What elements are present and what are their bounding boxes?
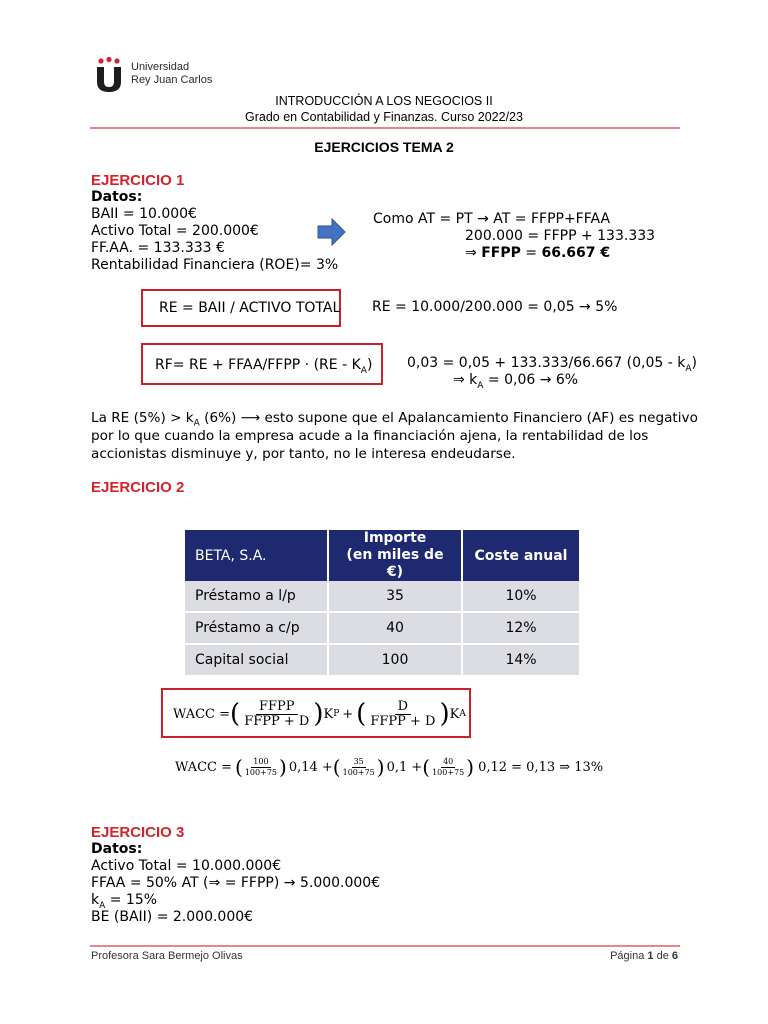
datos-label: Datos: (91, 189, 143, 205)
wacc-formula: WACC = ( $\frac{\text{FFPP}}{\text{FFPP + D}}$ ) K P + ( $\frac{D}{\text{FFPP + D}}$ ) K A (173, 698, 466, 729)
page-title: EJERCICIOS TEMA 2 (314, 139, 454, 155)
table-cell: Préstamo a l/p (185, 581, 328, 612)
right-arrow-icon (317, 217, 347, 247)
header-divider (90, 127, 680, 129)
dato-activo-total-3: Activo Total = 10.000.000€ (91, 858, 282, 874)
table-cell: 35 (328, 581, 462, 612)
rf-formula-box (141, 343, 383, 385)
table-cell: 12% (462, 612, 580, 644)
footer-page-number: Página 1 de 6 (610, 950, 678, 962)
beta-table (185, 530, 581, 677)
table-cell: 14% (462, 644, 580, 676)
table-header-row (185, 530, 580, 581)
datos-label-3: Datos: (91, 841, 143, 857)
ejercicio-2-heading: EJERCICIO 2 (91, 479, 185, 496)
table-row (185, 581, 580, 612)
table-cell: 100 (328, 644, 462, 676)
university-name: Universidad Rey Juan Carlos (131, 61, 213, 86)
table-cell: Préstamo a c/p (185, 612, 328, 644)
header-company: BETA, S.A. (185, 530, 328, 581)
ejercicio-1-heading: EJERCICIO 1 (91, 172, 185, 189)
dato-be-3: BE (BAII) = 2.000.000€ (91, 909, 254, 925)
wacc-formula-box (161, 688, 471, 738)
conclusion-line2: por lo que cuando la empresa acude a la financiación ajena, la rentabilidad de los (91, 428, 649, 444)
wacc-calculation: WACC = ( $\frac{100}{100+75}$ ) 0,14 + ( $\frac{35}{100+75}$ ) 0,1 + ( $\frac{40}{100+75}$ ) 0,12 = 0,13 ⇒ 13% (175, 755, 604, 779)
calc-ffpp-result: ⇒ FFPP = 66.667 € (465, 245, 611, 261)
re-calc: RE = 10.000/200.000 = 0,05 → 5% (372, 299, 618, 315)
dato-roe: Rentabilidad Financiera (ROE)= 3% (91, 257, 339, 273)
rf-calc-line2: ⇒ $k_A = 0,06 \to 6\%$ (453, 372, 579, 391)
dato-ffaa-3: FFAA = 50% AT (⇒ = FFPP) → 5.000.000€ (91, 875, 381, 891)
ejercicio-3-heading: EJERCICIO 3 (91, 824, 185, 841)
table-cell: Capital social (185, 644, 328, 676)
calc-at-pt: Como AT = PT → AT = FFPP+FFAA (373, 211, 611, 227)
university-logo-icon (94, 57, 124, 93)
footer-divider (90, 945, 680, 947)
re-formula-box (141, 289, 341, 327)
header-coste: Coste anual (462, 530, 580, 581)
footer-author: Profesora Sara Bermejo Olivas (91, 950, 243, 962)
rf-formula: RF= RE + FFAA/FFPP · $(RE - K_A)$ (155, 357, 373, 376)
dato-ffaa: FF.AA. = 133.333 € (91, 240, 225, 256)
table-cell: 10% (462, 581, 580, 612)
dato-activo-total: Activo Total = 200.000€ (91, 223, 259, 239)
table-row (185, 644, 580, 676)
re-formula: RE = BAII / ACTIVO TOTAL (159, 300, 341, 316)
conclusion-line1: La RE $(5\%) > k_A$ (6%) ⟶ esto supone que el Apalancamiento Financiero (AF) es negativo (91, 410, 698, 429)
course-title: INTRODUCCIÓN A LOS NEGOCIOS II (275, 94, 493, 108)
table-row (185, 612, 580, 644)
table-cell: 40 (328, 612, 462, 644)
calc-ffpp-eq: 200.000 = FFPP + 133.333 (465, 228, 656, 244)
dato-ka-3: $k_A = 15\%$ (91, 892, 158, 911)
header-importe: Importe (en miles de €) (328, 530, 462, 581)
conclusion-line3: accionistas disminuye y, por tanto, no le interesa endeudarse. (91, 446, 516, 462)
rf-calc-line1: 0,03 = 0,05 + 133.333/66.667 $(0,05 - k_A)$ (407, 355, 697, 374)
course-subtitle: Grado en Contabilidad y Finanzas. Curso 2022/23 (245, 110, 523, 124)
dato-baii: BAII = 10.000€ (91, 206, 197, 222)
